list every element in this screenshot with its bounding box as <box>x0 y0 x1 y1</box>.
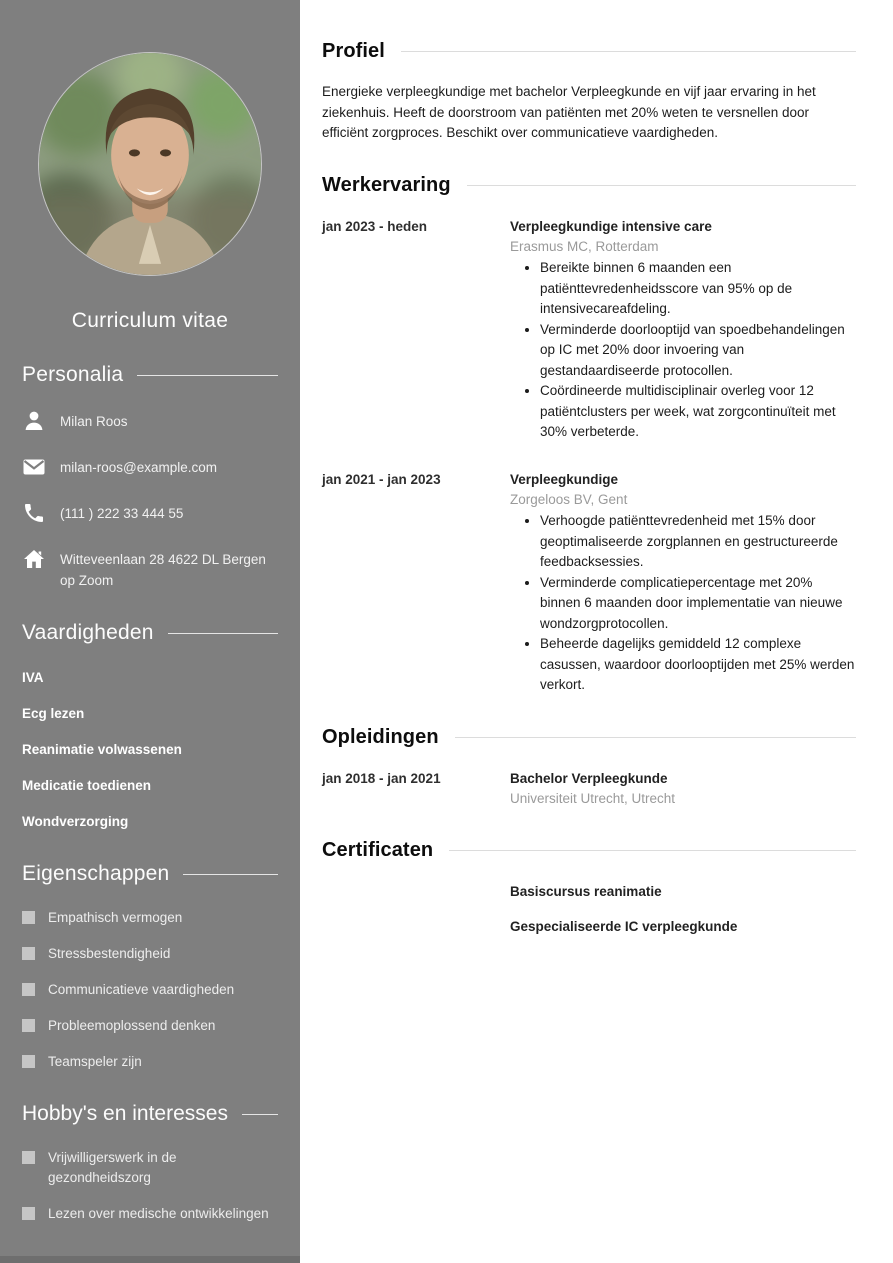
skill-item: IVA <box>22 670 44 685</box>
trait-item-text: Stressbestendigheid <box>48 946 171 961</box>
opleidingen-entries <box>322 769 856 810</box>
profiel-text: Energieke verpleegkundige met bachelor Verpleegkunde en vijf jaar ervaring in het ziekenhuis. Heeft de doorstroom van patiënten met 20% weten te versnellen door efficiënt zorgproces. Beschikt over communicatieve vaardigheden. <box>322 84 816 140</box>
trait-item-text: Teamspeler zijn <box>48 1054 142 1069</box>
trait-item <box>22 1016 278 1036</box>
trait-item <box>22 908 278 928</box>
trait-item-text: Probleemoplossend denken <box>48 1018 216 1033</box>
certificaten-entries <box>322 882 856 937</box>
certificate-entry-body <box>510 917 856 937</box>
home-icon <box>22 547 46 571</box>
skills-list <box>22 667 278 832</box>
trait-item <box>22 980 278 1000</box>
person-icon <box>22 409 46 433</box>
hobby-item <box>22 1204 278 1224</box>
square-bullet-icon <box>22 1019 35 1032</box>
heading-divider <box>183 874 278 875</box>
heading-divider <box>467 185 856 186</box>
work-entry <box>322 470 856 696</box>
profile-photo-illustration <box>39 53 261 275</box>
contact-phone-text: (111 ) 222 33 444 55 <box>60 506 184 521</box>
work-bullet: • Verminderde doorlooptijd van spoedbehandelingen op IC met 20% door invoering van gestandaardiseerde protocollen. <box>540 320 856 382</box>
work-entry-period: jan 2023 - heden <box>322 218 428 234</box>
square-bullet-icon <box>22 911 35 924</box>
traits-list <box>22 908 278 1072</box>
heading-divider <box>168 633 278 634</box>
trait-item <box>22 1052 278 1072</box>
section-certificaten <box>322 839 856 937</box>
hobby-item-text: Lezen over medische ontwikkelingen <box>48 1206 269 1221</box>
contact-list <box>22 411 278 591</box>
certificate-entry <box>322 917 856 937</box>
trait-item <box>22 944 278 964</box>
work-bullet: • Verhoogde patiënttevredenheid met 15% door geoptimaliseerde zorgplannen en gestructureerde feedbacksessies. <box>540 511 856 573</box>
heading-divider <box>242 1114 278 1115</box>
phone-icon <box>22 501 46 525</box>
square-bullet-icon <box>22 983 35 996</box>
cv-title: Curriculum vitae <box>71 309 229 332</box>
contact-email-text: milan-roos@example.com <box>60 460 218 475</box>
section-personalia <box>22 363 278 591</box>
square-bullet-icon <box>22 947 35 960</box>
skill-item: Ecg lezen <box>22 706 85 721</box>
square-bullet-icon <box>22 1151 35 1164</box>
skill-item: Reanimatie volwassenen <box>22 742 182 757</box>
work-bullet: • Beheerde dagelijks gemiddeld 12 complexe casussen, waardoor doorlooptijden met 25% werden verkort. <box>540 634 856 696</box>
sidebar-footer-strip <box>0 1256 300 1263</box>
certificate-entry-title: Basiscursus reanimatie <box>510 884 662 899</box>
section-eigenschappen <box>22 862 278 1072</box>
education-entry-period: jan 2018 - jan 2021 <box>322 770 441 786</box>
profiel-heading: Profiel <box>322 40 856 63</box>
heading-divider <box>137 375 278 376</box>
heading-divider <box>449 850 856 851</box>
education-entry-title: Bachelor Verpleegkunde <box>510 770 668 786</box>
werkervaring-entries <box>322 217 856 696</box>
work-entry-bullets <box>510 258 856 443</box>
contact-address <box>22 549 278 591</box>
opleidingen-heading: Opleidingen <box>322 726 856 749</box>
work-entry-organization: Erasmus MC, Rotterdam <box>510 238 659 254</box>
vaardigheden-heading: Vaardigheden <box>22 621 278 645</box>
education-entry-body <box>510 769 856 810</box>
certificaten-heading: Certificaten <box>322 839 856 862</box>
hobbys-list <box>22 1148 278 1224</box>
work-entry-bullets <box>510 511 856 696</box>
work-entry-body <box>510 470 856 696</box>
square-bullet-icon <box>22 1207 35 1220</box>
section-opleidingen <box>322 726 856 810</box>
contact-address-text: Witteveenlaan 28 4622 DL Bergen op Zoom <box>60 552 266 588</box>
work-entry-organization: Zorgeloos BV, Gent <box>510 491 628 507</box>
trait-item-text: Empathisch vermogen <box>48 910 183 925</box>
certificate-entry <box>322 882 856 902</box>
education-entry <box>322 769 856 810</box>
heading-divider <box>455 737 856 738</box>
work-entry-body <box>510 217 856 443</box>
contact-name-text: Milan Roos <box>60 414 128 429</box>
sidebar <box>0 0 300 1263</box>
trait-item-text: Communicatieve vaardigheden <box>48 982 235 997</box>
skill-item: Medicatie toedienen <box>22 778 152 793</box>
personalia-heading: Personalia <box>22 363 278 387</box>
contact-phone <box>22 503 278 525</box>
work-bullet: • Coördineerde multidisciplinair overleg voor 12 patiëntclusters per week, wat zorgcontinuïteit met 30% verbeterde. <box>540 381 856 443</box>
skill-item: Wondverzorging <box>22 814 129 829</box>
certificate-entry-title: Gespecialiseerde IC verpleegkunde <box>510 919 738 934</box>
certificate-entry-body <box>510 882 856 902</box>
work-entry-title: Verpleegkundige intensive care <box>510 218 712 234</box>
education-entry-organization: Universiteit Utrecht, Utrecht <box>510 790 676 806</box>
contact-email <box>22 457 278 479</box>
hobby-item <box>22 1148 278 1188</box>
email-icon <box>22 455 46 479</box>
work-entry-period: jan 2021 - jan 2023 <box>322 471 441 487</box>
work-bullet: • Verminderde complicatiepercentage met 20% binnen 6 maanden door implementatie van nieuwe wondzorgprotocollen. <box>540 573 856 635</box>
main-content <box>300 0 893 1263</box>
contact-name <box>22 411 278 433</box>
heading-divider <box>401 51 856 52</box>
square-bullet-icon <box>22 1055 35 1068</box>
section-vaardigheden <box>22 621 278 832</box>
hobbys-heading: Hobby's en interesses <box>22 1102 278 1126</box>
work-entry-title: Verpleegkundige <box>510 471 619 487</box>
work-entry <box>322 217 856 443</box>
hobby-item-text: Vrijwilligerswerk in de gezondheidszorg <box>48 1150 177 1185</box>
eigenschappen-heading: Eigenschappen <box>22 862 278 886</box>
werkervaring-heading: Werkervaring <box>322 174 856 197</box>
section-hobbys <box>22 1102 278 1224</box>
section-profiel <box>322 40 856 144</box>
profile-photo <box>38 52 262 276</box>
work-bullet: • Bereikte binnen 6 maanden een patiënttevredenheidsscore van 95% op de intensivecareafdeling. <box>540 258 856 320</box>
section-werkervaring <box>322 174 856 696</box>
